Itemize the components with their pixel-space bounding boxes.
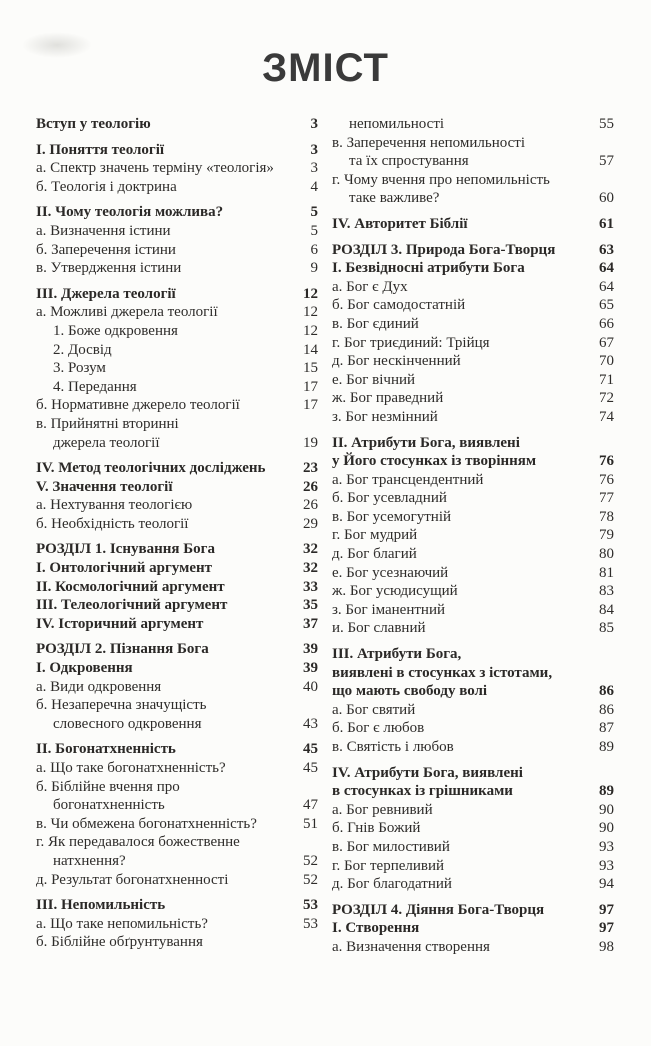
toc-entry-page-number: 12: [303, 322, 318, 339]
toc-entry-title: III. Атрибути Бога,: [332, 646, 462, 663]
toc-entry-title: в стосунках із грішниками: [332, 783, 513, 800]
toc-column-left: [36, 115, 318, 957]
toc-entry-title: б. Теологія і доктрина: [36, 178, 177, 195]
toc-entry: [332, 315, 614, 334]
toc-entry-page-number: 89: [599, 783, 614, 800]
toc-entry: [332, 371, 614, 390]
toc-column-right: [332, 115, 614, 957]
toc-page: [0, 46, 651, 1046]
toc-entry: [36, 778, 318, 797]
toc-entry: [36, 678, 318, 697]
toc-entry: [332, 582, 614, 601]
toc-entry: [36, 159, 318, 178]
toc-entry: [332, 857, 614, 876]
toc-entry-title: що мають свободу волі: [332, 683, 488, 700]
toc-entry-page-number: 19: [303, 434, 318, 451]
toc-entry: [36, 515, 318, 534]
toc-entry-page-number: 63: [599, 241, 614, 258]
toc-entry-title: а. Бог ревнивий: [332, 801, 433, 818]
toc-entry-page-number: 66: [599, 315, 614, 332]
toc-entry-title: в. Заперечення непомильності: [332, 134, 525, 151]
toc-entry-page-number: 37: [303, 615, 318, 632]
toc-entry-page-number: 80: [599, 546, 614, 563]
toc-entry: [36, 141, 318, 160]
toc-entry-title: в. Утвердження істини: [36, 260, 182, 277]
toc-entry-page-number: 97: [599, 920, 614, 937]
toc-entry-title: б. Бог усевладний: [332, 490, 447, 507]
toc-entry: [332, 682, 614, 701]
toc-entry-page-number: 86: [599, 683, 614, 700]
toc-entry-page-number: 74: [599, 408, 614, 425]
toc-entry: [36, 459, 318, 478]
toc-entry-page-number: 26: [303, 497, 318, 514]
toc-entry: [332, 719, 614, 738]
toc-entry: [36, 796, 318, 815]
toc-entry-title: а. Визначення істини: [36, 222, 171, 239]
toc-entry-page-number: 65: [599, 297, 614, 314]
toc-entry-title: 2. Досвід: [53, 341, 112, 358]
toc-entry: [36, 815, 318, 834]
toc-entry: [332, 701, 614, 720]
toc-entry-title: в. Бог милостивий: [332, 838, 450, 855]
toc-entry-page-number: 9: [310, 260, 318, 277]
toc-entry-page-number: 43: [303, 715, 318, 732]
toc-entry-title: I. Одкровення: [36, 660, 133, 677]
toc-entry-title: I. Безвідносні атрибути Бога: [332, 260, 525, 277]
toc-entry-title: джерела теології: [53, 434, 160, 451]
toc-entry: [332, 526, 614, 545]
toc-entry: [332, 471, 614, 490]
toc-entry-title: в. Прийнятні вторинні: [36, 415, 179, 432]
toc-entry: [36, 715, 318, 734]
toc-entry: [332, 664, 614, 683]
toc-entry-title: II. Атрибути Бога, виявлені: [332, 434, 520, 451]
toc-entry-title: IV. Авторитет Біблії: [332, 215, 468, 232]
toc-entry-title: виявлені в стосунках з істотами,: [332, 664, 553, 681]
toc-entry: [36, 222, 318, 241]
toc-entry: [332, 838, 614, 857]
toc-entry-page-number: 93: [599, 838, 614, 855]
toc-entry: [332, 901, 614, 920]
toc-entry: [36, 341, 318, 360]
toc-entry-page-number: 29: [303, 515, 318, 532]
toc-entry: [332, 801, 614, 820]
toc-entry-title: II. Космологічний аргумент: [36, 578, 225, 595]
toc-entry-page-number: 14: [303, 341, 318, 358]
toc-entry-page-number: 77: [599, 490, 614, 507]
toc-entry: [332, 296, 614, 315]
toc-entry: [36, 303, 318, 322]
toc-entry-page-number: 93: [599, 857, 614, 874]
toc-entry-title: б. Гнів Божий: [332, 820, 421, 837]
toc-entry-page-number: 17: [303, 397, 318, 414]
toc-entry: [36, 759, 318, 778]
toc-entry: [36, 640, 318, 659]
toc-entry-page-number: 89: [599, 739, 614, 755]
toc-entry-title: а. Нехтування теологією: [36, 497, 193, 514]
toc-entry-title: а. Бог трансцендентний: [332, 471, 484, 488]
toc-entry-page-number: 39: [303, 660, 318, 677]
toc-entry-page-number: 84: [599, 601, 614, 618]
toc-entry-title: натхнення?: [53, 852, 126, 869]
toc-entry-title: б. Заперечення істини: [36, 241, 176, 258]
toc-entry-page-number: 23: [303, 460, 318, 477]
toc-entry: [332, 334, 614, 353]
toc-entry-title: а. Що таке богонатхненність?: [36, 760, 226, 776]
toc-entry-title: в. Чи обмежена богонатхненність?: [36, 815, 257, 832]
toc-entry-title: IV. Атрибути Бога, виявлені: [332, 764, 523, 781]
toc-entry-title: V. Значення теології: [36, 478, 173, 495]
toc-entry: [332, 452, 614, 471]
toc-entry: [332, 782, 614, 801]
toc-entry: [332, 408, 614, 427]
toc-entry-page-number: 70: [599, 353, 614, 370]
toc-entry: [332, 919, 614, 938]
toc-entry-title: РОЗДІЛ 2. Пізнання Бога: [36, 641, 209, 658]
toc-entry-title: богонатхненність: [53, 797, 165, 814]
toc-entry-title: и. Бог славний: [332, 620, 426, 637]
page-title: ЗМІСТ: [262, 46, 389, 90]
toc-entry-title: III. Джерела теології: [36, 285, 176, 302]
toc-entry: [332, 134, 614, 153]
toc-entry-page-number: 83: [599, 583, 614, 600]
toc-entry-title: I. Онтологічний аргумент: [36, 560, 212, 577]
toc-entry: [36, 285, 318, 304]
toc-entry-page-number: 86: [599, 701, 614, 718]
toc-entry-page-number: 5: [310, 222, 318, 239]
toc-entry-title: а. Що таке непомильність?: [36, 915, 208, 932]
toc-entry: [36, 115, 318, 134]
toc-entry-page-number: 72: [599, 390, 614, 407]
toc-entry: [332, 152, 614, 171]
toc-entry-page-number: 53: [303, 915, 318, 932]
toc-entry-title: таке важливе?: [349, 190, 440, 207]
toc-entry: [36, 378, 318, 397]
toc-entry-page-number: 4: [310, 178, 318, 195]
toc-entry-page-number: 87: [599, 720, 614, 737]
toc-entry: [332, 215, 614, 234]
toc-entry-title: е. Бог усезнаючий: [332, 564, 449, 581]
toc-entry-title: д. Бог благодатний: [332, 876, 452, 893]
toc-entry-title: д. Бог благий: [332, 546, 417, 563]
toc-entry: [332, 434, 614, 453]
toc-entry-page-number: 76: [599, 471, 614, 488]
toc-entry-title: а. Можливі джерела теології: [36, 304, 218, 321]
toc-entry-title: д. Бог нескінченний: [332, 353, 461, 370]
toc-entry: [332, 938, 614, 957]
toc-entry: [36, 871, 318, 890]
toc-entry-title: г. Бог триєдиний: Трійця: [332, 334, 490, 351]
toc-entry-title: I. Поняття теології: [36, 141, 165, 158]
toc-entry-title: а. Визначення створення: [332, 938, 490, 955]
toc-entry-page-number: 64: [599, 260, 614, 277]
toc-entry-page-number: 39: [303, 641, 318, 658]
toc-entry-page-number: 35: [303, 597, 318, 614]
toc-entry-title: г. Бог терпеливий: [332, 857, 445, 874]
toc-entry: [332, 489, 614, 508]
toc-entry-title: б. Бог є любов: [332, 720, 425, 737]
toc-entry-title: д. Результат богонатхненності: [36, 871, 229, 888]
toc-entry: [36, 896, 318, 915]
toc-entry-page-number: 15: [303, 360, 318, 377]
toc-entry: [36, 559, 318, 578]
toc-entry: [332, 819, 614, 838]
toc-entry: [36, 915, 318, 934]
toc-entry-page-number: 81: [599, 564, 614, 581]
toc-entry-page-number: 17: [303, 378, 318, 395]
toc-entry: [36, 615, 318, 634]
toc-entry-page-number: 78: [599, 508, 614, 525]
toc-entry-title: в. Бог усемогутній: [332, 508, 452, 525]
toc-entry-title: Вступ у теологію: [36, 116, 151, 132]
toc-entry: [36, 852, 318, 871]
toc-entry-page-number: 57: [599, 153, 614, 170]
toc-entry: [36, 696, 318, 715]
toc-entry: [36, 540, 318, 559]
toc-entry: [332, 278, 614, 297]
toc-entry-title: у Його стосунках із творінням: [332, 453, 537, 470]
toc-entry-title: з. Бог незмінний: [332, 408, 438, 425]
toc-entry-page-number: 12: [303, 285, 318, 302]
toc-entry: [332, 189, 614, 208]
toc-entry: [332, 875, 614, 894]
toc-entry: [36, 359, 318, 378]
toc-entry-page-number: 32: [303, 560, 318, 577]
toc-entry: [36, 578, 318, 597]
toc-entry: [36, 740, 318, 759]
toc-entry: [36, 259, 318, 278]
toc-entry: [332, 389, 614, 408]
toc-entry: [332, 115, 614, 134]
toc-entry-title: III. Непомильність: [36, 897, 166, 914]
toc-entry-title: а. Бог є Дух: [332, 278, 408, 295]
toc-entry: [36, 203, 318, 222]
toc-entry-page-number: 51: [303, 815, 318, 832]
toc-entry-page-number: 64: [599, 278, 614, 295]
toc-entry-title: РОЗДІЛ 1. Існування Бога: [36, 541, 215, 558]
toc-entry-title: III. Телеологічний аргумент: [36, 597, 228, 614]
toc-entry-title: б. Незаперечна значущість: [36, 697, 207, 714]
toc-entry: [36, 478, 318, 497]
toc-entry-page-number: 45: [303, 760, 318, 776]
toc-entry-title: б. Необхідність теології: [36, 515, 189, 532]
toc-entry-title: ж. Бог праведний: [332, 390, 444, 407]
toc-entry-page-number: 61: [599, 215, 614, 232]
toc-entry-page-number: 90: [599, 820, 614, 837]
toc-entry-title: б. Бог самодостатній: [332, 297, 466, 314]
toc-entry-title: г. Бог мудрий: [332, 527, 418, 544]
toc-entry-title: в. Бог єдиний: [332, 315, 419, 332]
toc-entry-page-number: 32: [303, 541, 318, 558]
toc-entry: [36, 596, 318, 615]
toc-entry-page-number: 55: [599, 116, 614, 132]
toc-entry-title: з. Бог іманентний: [332, 601, 446, 618]
toc-entry-page-number: 94: [599, 876, 614, 893]
toc-entry: [36, 415, 318, 434]
toc-entry: [332, 564, 614, 583]
toc-entry-title: IV. Метод теологічних досліджень: [36, 460, 266, 477]
toc-entry-title: а. Бог святий: [332, 701, 416, 718]
toc-entry: [332, 508, 614, 527]
toc-entry-title: та їх спростування: [349, 153, 469, 170]
toc-entry: [332, 764, 614, 783]
toc-entry: [332, 601, 614, 620]
toc-entry-title: г. Чому вчення про непомильність: [332, 171, 550, 188]
toc-entry-page-number: 5: [310, 204, 318, 221]
toc-entry-page-number: 90: [599, 801, 614, 818]
toc-entry: [36, 396, 318, 415]
toc-entry-page-number: 67: [599, 334, 614, 351]
toc-entry-title: в. Святість і любов: [332, 739, 454, 755]
toc-entry-title: б. Нормативне джерело теології: [36, 397, 240, 414]
toc-entry-page-number: 85: [599, 620, 614, 637]
toc-entry: [332, 241, 614, 260]
toc-entry-page-number: 45: [303, 741, 318, 758]
toc-entry: [332, 645, 614, 664]
toc-entry-title: б. Біблійне вчення про: [36, 778, 180, 795]
toc-entry-title: 3. Розум: [53, 360, 106, 377]
toc-entry: [332, 259, 614, 278]
toc-entry-page-number: 71: [599, 371, 614, 388]
toc-entry-title: 1. Боже одкровення: [53, 322, 178, 339]
toc-entry-page-number: 52: [303, 852, 318, 869]
toc-entry-title: II. Богонатхненність: [36, 741, 176, 758]
toc-entry-page-number: 12: [303, 304, 318, 321]
toc-entry-page-number: 40: [303, 678, 318, 695]
toc-entry: [36, 659, 318, 678]
toc-entry-title: а. Спектр значень терміну «теологія»: [36, 160, 274, 177]
toc-entry-title: ж. Бог усюдисущий: [332, 583, 458, 600]
toc-entry: [36, 241, 318, 260]
toc-entry-title: г. Як передавалося божественне: [36, 834, 240, 851]
toc-entry: [332, 619, 614, 638]
toc-entry-title: а. Види одкровення: [36, 678, 162, 695]
toc-entry: [36, 496, 318, 515]
toc-entry-page-number: 76: [599, 453, 614, 470]
toc-entry-title: I. Створення: [332, 920, 420, 937]
toc-columns: [0, 115, 651, 957]
toc-entry-title: б. Біблійне обґрунтування: [36, 934, 203, 951]
toc-entry: [332, 738, 614, 757]
toc-entry-title: II. Чому теологія можлива?: [36, 204, 224, 221]
toc-entry-page-number: 79: [599, 527, 614, 544]
toc-entry-title: е. Бог вічний: [332, 371, 416, 388]
toc-entry-page-number: 97: [599, 901, 614, 918]
toc-entry-page-number: 53: [303, 897, 318, 914]
toc-entry-title: непомильності: [349, 116, 445, 132]
toc-entry-page-number: 3: [310, 141, 318, 158]
toc-entry-page-number: 26: [303, 478, 318, 495]
toc-entry-page-number: 98: [599, 938, 614, 955]
toc-entry-page-number: 60: [599, 190, 614, 207]
toc-entry-title: IV. Історичний аргумент: [36, 615, 204, 632]
toc-entry-page-number: 3: [310, 160, 318, 177]
toc-entry: [332, 352, 614, 371]
toc-entry: [332, 171, 614, 190]
toc-entry-page-number: 47: [303, 797, 318, 814]
toc-entry-title: словесного одкровення: [53, 715, 202, 732]
toc-entry: [332, 545, 614, 564]
toc-entry-page-number: 33: [303, 578, 318, 595]
toc-entry-page-number: 6: [310, 241, 318, 258]
toc-entry-title: РОЗДІЛ 4. Діяння Бога-Творця: [332, 901, 545, 918]
toc-entry: [36, 322, 318, 341]
toc-entry-title: 4. Передання: [53, 378, 137, 395]
toc-entry-page-number: 3: [310, 116, 318, 132]
toc-entry: [36, 933, 318, 952]
toc-entry: [36, 434, 318, 453]
toc-entry: [36, 833, 318, 852]
toc-entry: [36, 178, 318, 197]
toc-entry-title: РОЗДІЛ 3. Природа Бога-Творця: [332, 241, 556, 258]
toc-entry-page-number: 52: [303, 871, 318, 888]
